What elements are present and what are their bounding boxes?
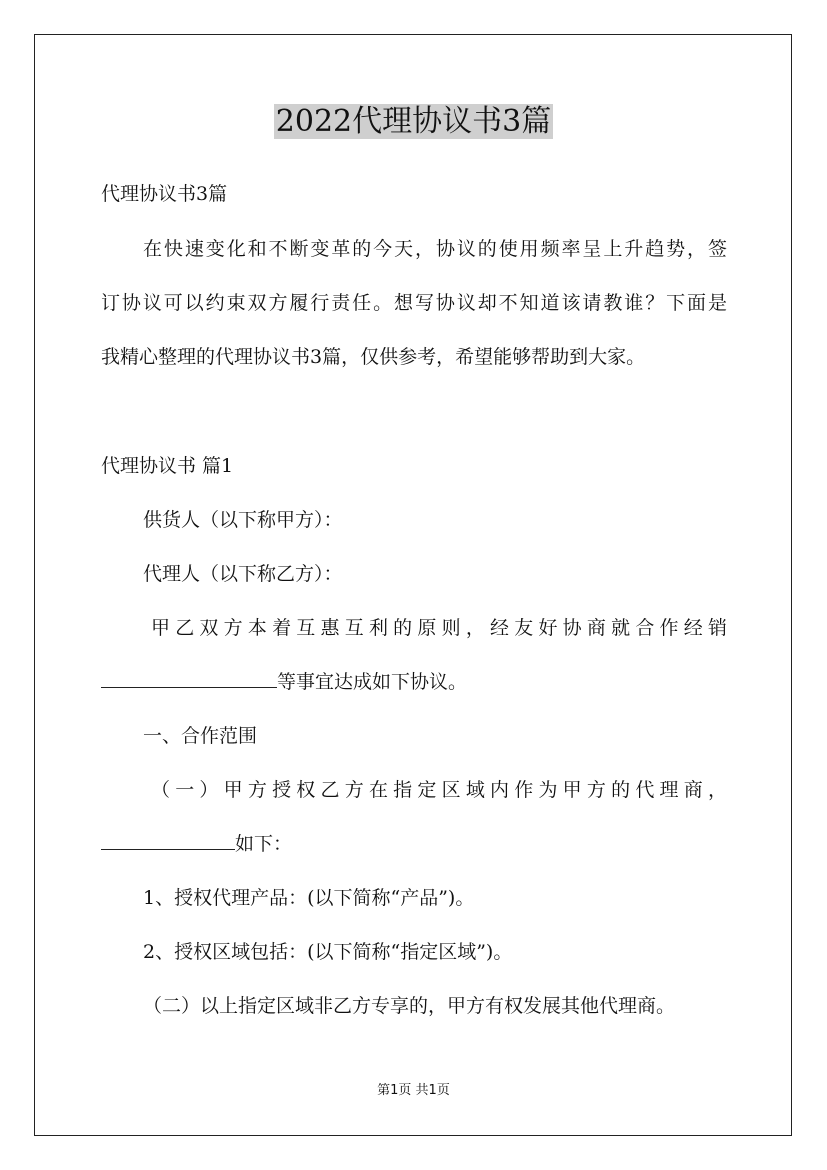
intro-line-1: 在快速变化和不断变革的今天，协议的使用频率呈上升趋势，签 bbox=[143, 238, 727, 260]
blank-fill bbox=[101, 669, 277, 688]
scope-1-line-1: （一）甲方授权乙方在指定区域内作为甲方的代理商， bbox=[151, 779, 727, 801]
section-heading: 代理协议书 篇1 bbox=[101, 455, 234, 477]
item-2: 2、授权区域包括：(以下简称“指定区域”)。 bbox=[143, 941, 513, 963]
supplier-line: 供货人（以下称甲方）： bbox=[143, 509, 343, 531]
document-subtitle: 代理协议书3篇 bbox=[101, 183, 228, 205]
intro-line-3: 我精心整理的代理协议书3篇，仅供参考，希望能够帮助到大家。 bbox=[101, 346, 646, 368]
scope-1-line-2 bbox=[101, 831, 727, 857]
intro-line-2: 订协议可以约束双方履行责任。想写协议却不知道该请教谁？下面是 bbox=[101, 292, 727, 314]
document-title bbox=[0, 102, 827, 142]
blank-fill bbox=[101, 831, 235, 850]
agent-line: 代理人（以下称乙方）： bbox=[143, 563, 343, 585]
page-footer: 第1页 共1页 bbox=[377, 1083, 450, 1098]
scope-1-line-2-text: 如下： bbox=[235, 833, 293, 855]
principle-line-1: 甲乙双方本着互惠互利的原则，经友好协商就合作经销 bbox=[151, 617, 727, 639]
principle-line-2 bbox=[101, 669, 727, 695]
document-title-text: 2022代理协议书3篇 bbox=[275, 104, 552, 139]
scope-heading: 一、合作范围 bbox=[143, 725, 258, 747]
item-1: 1、授权代理产品：(以下简称“产品”)。 bbox=[143, 887, 475, 909]
principle-line-2-text: 等事宜达成如下协议。 bbox=[277, 671, 468, 693]
scope-2: （二）以上指定区域非乙方专享的，甲方有权发展其他代理商。 bbox=[143, 995, 676, 1017]
